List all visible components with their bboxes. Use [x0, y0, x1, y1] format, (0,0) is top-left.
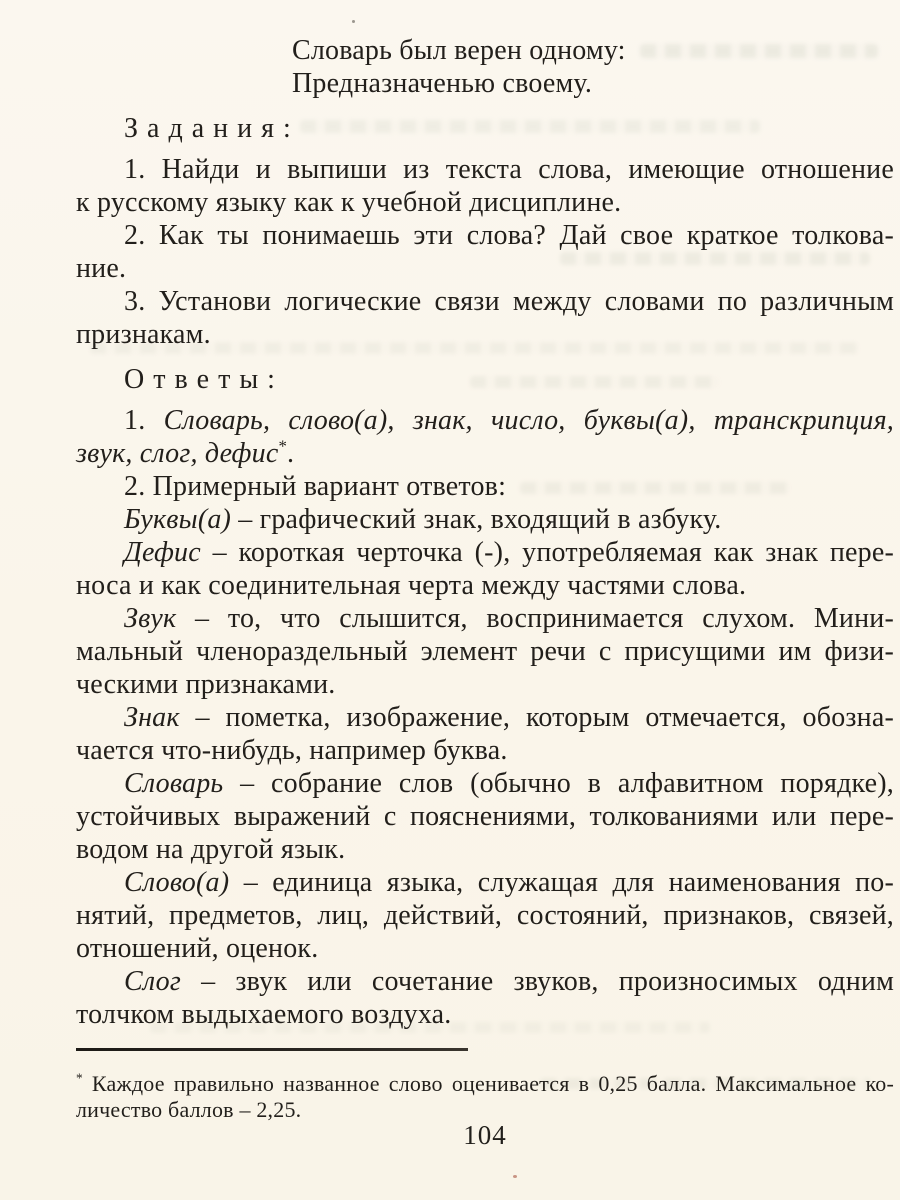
text-line — [76, 932, 894, 965]
text-line — [76, 668, 894, 701]
text-segment: отношений, оценок. — [76, 933, 319, 964]
text-line — [76, 800, 894, 833]
text-line — [76, 998, 894, 1031]
text-segment: признакам. — [76, 319, 211, 350]
text-line — [76, 833, 894, 866]
text-segment: * — [278, 436, 288, 456]
text-segment: Словарь, слово(а), знак, число, буквы(а), транскрипция, — [163, 405, 894, 436]
text-segment: звук, слог, дефис — [76, 438, 279, 469]
page-body — [76, 112, 894, 1031]
text-line — [76, 1071, 894, 1097]
section-heading: З а д а н и я : — [124, 113, 292, 144]
text-segment: – графический знак, входящий в азбуку. — [231, 504, 722, 535]
text-line — [76, 404, 894, 437]
text-line — [76, 219, 894, 252]
paragraph — [76, 701, 894, 767]
paragraph — [76, 153, 894, 219]
page-number: 104 — [463, 1120, 507, 1150]
paragraph — [76, 536, 894, 602]
text-segment: 2. Как ты понимаешь эти слова? Дай свое краткое толкова- — [124, 220, 894, 251]
epigraph-line: Словарь был верен одному: — [292, 35, 626, 66]
footnote — [76, 1071, 894, 1123]
text-line — [76, 470, 894, 503]
epigraph-line: Предназначенью своему. — [292, 68, 593, 99]
text-line — [76, 153, 894, 186]
text-segment: Звук — [124, 603, 177, 634]
paragraph — [76, 285, 894, 351]
scan-speck — [513, 1175, 517, 1178]
text-segment: 1. Найди и выпиши из текста слова, имеющие отношение — [124, 154, 894, 185]
text-segment: Каждое правильно названное слово оценивается в 0,25 балла. Максимальное ко- — [82, 1071, 894, 1096]
paragraph — [76, 767, 894, 866]
section-heading: О т в е т ы : — [124, 364, 276, 395]
scan-speck — [352, 20, 355, 23]
text-segment: – короткая черточка (-), употребляемая как знак пере- — [200, 537, 894, 568]
text-line — [76, 734, 894, 767]
paragraph — [76, 866, 894, 965]
text-segment: * — [76, 1070, 83, 1086]
text-segment: водом на другой язык. — [76, 834, 346, 865]
text-segment: ние. — [76, 253, 127, 284]
text-line — [76, 602, 894, 635]
text-segment: 3. Установи логические связи между словами по различным — [124, 286, 894, 317]
text-segment: Слово(а) — [124, 867, 230, 898]
paragraph — [76, 219, 894, 285]
text-line — [76, 503, 894, 536]
footnote-separator — [76, 1048, 468, 1051]
text-segment: нятий, предметов, лиц, действий, состояний, признаков, связей, — [76, 900, 894, 931]
paragraph — [76, 503, 894, 536]
text-line — [76, 536, 894, 569]
text-segment: носа и как соединительная черта между частями слова. — [76, 570, 747, 601]
text-segment: ческими признаками. — [76, 669, 336, 700]
text-column — [76, 28, 894, 1152]
text-segment: Дефис — [124, 537, 201, 568]
text-segment: 2. Примерный вариант ответов: — [124, 471, 507, 502]
text-segment: – звук или сочетание звуков, произносимых одним — [180, 966, 894, 997]
text-segment: мальный членораздельный элемент речи с присущими им физи- — [76, 636, 894, 667]
text-line — [76, 252, 894, 285]
text-segment: Буквы(а) — [124, 504, 232, 535]
text-segment: Словарь — [124, 768, 224, 799]
text-segment: Слог — [124, 966, 181, 997]
paragraph — [76, 602, 894, 701]
text-segment: – то, что слышится, воспринимается слухом. Мини- — [176, 603, 894, 634]
text-segment: толчком выдыхаемого воздуха. — [76, 999, 452, 1030]
text-line — [76, 701, 894, 734]
text-segment: 1. — [124, 405, 164, 436]
text-line — [76, 318, 894, 351]
text-segment: – единица языка, служащая для наименования по- — [229, 867, 894, 898]
text-segment: чается что-нибудь, например буква. — [76, 735, 508, 766]
paragraph — [76, 965, 894, 1031]
text-segment: устойчивых выражений с пояснениями, толкованиями или пере- — [76, 801, 894, 832]
text-line — [76, 186, 894, 219]
text-line — [76, 866, 894, 899]
text-line — [76, 965, 894, 998]
text-segment: – пометка, изображение, которым отмечается, обозна- — [179, 702, 894, 733]
epigraph-poem — [292, 34, 894, 100]
text-line — [76, 285, 894, 318]
text-segment: . — [287, 438, 295, 469]
text-segment: личество баллов – 2,25. — [76, 1097, 302, 1122]
text-line — [76, 569, 894, 602]
text-segment: Знак — [124, 702, 180, 733]
paragraph — [76, 470, 894, 503]
text-line — [76, 767, 894, 800]
text-line — [76, 635, 894, 668]
text-segment: – собрание слов (обычно в алфавитном порядке), — [223, 768, 894, 799]
text-line — [76, 899, 894, 932]
paragraph — [76, 404, 894, 470]
text-segment: к русскому языку как к учебной дисциплине. — [76, 187, 622, 218]
text-line — [76, 437, 894, 470]
